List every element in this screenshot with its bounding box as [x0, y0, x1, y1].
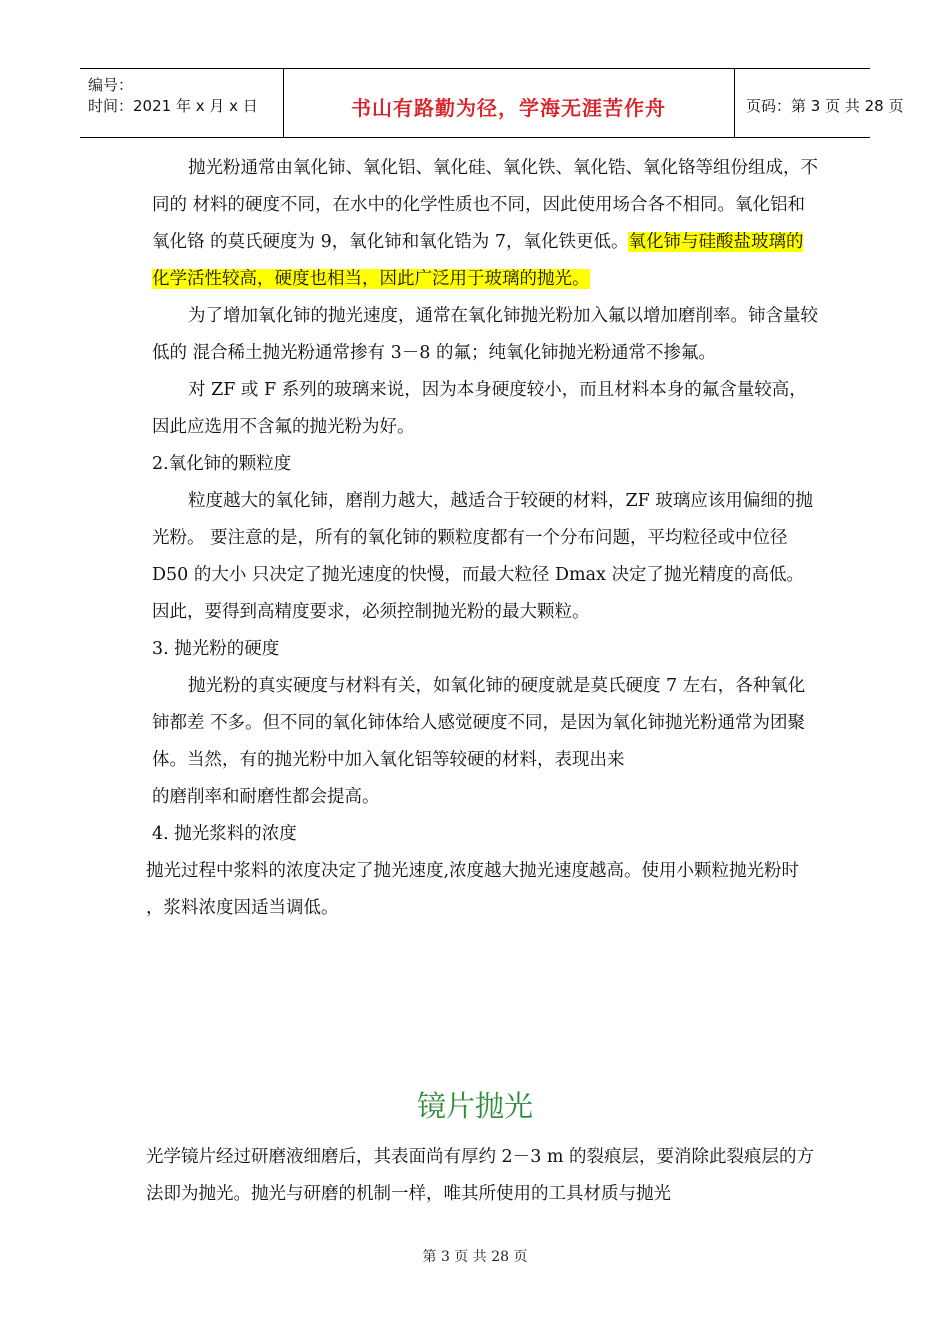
page-header: [80, 68, 904, 138]
paragraph-particle-size: 粒度越大的氧化铈，磨削力越大，越适合于较硬的材料，ZF 玻璃应该用偏细的抛光粉。 要注意的是，所有的氧化铈的颗粒度都有一个分布问题，平均粒径或中位径 D50 的大小 只决定了抛光速度的快慢，而最大粒径 Dmax 决定了抛光精度的高低。因此，要得到高精度要求，必须控制抛光粉的最大颗粒。: [152, 491, 813, 622]
page-footer: 第 3 页 共 28 页: [422, 1249, 528, 1265]
paragraph-text: 抛光粉通常由氧化铈、氧化铝、氧化硅、氧化铁、氧化锆、氧化铬等组份组成，不同的 材料的硬度不同，在水中的化学性质也不同，因此使用场合各不相同。氧化铝和氧化铬 的莫氏硬度为 9，氧化铈和氧化锆为 7，氧化铁更低。: [152, 158, 818, 252]
heading-hardness: 3. 抛光粉的硬度: [152, 639, 280, 659]
paragraph-lens-polishing: 光学镜片经过研磨液细磨后，其表面尚有厚约 2－3 m 的裂痕层，要消除此裂痕层的方法即为抛光。抛光与研磨的机制一样，唯其所使用的工具材质与抛光: [146, 1147, 815, 1204]
header-page-code: 页码：第 3 页 共 28 页: [746, 97, 904, 115]
document-body: [146, 150, 820, 927]
paragraph-slurry-concentration: 抛光过程中浆料的浓度决定了抛光速度,浓度越大抛光速度越高。使用小颗粒抛光粉时 ，浆料浓度因适当调低。: [146, 861, 800, 918]
paragraph-fluorine-addition: 为了增加氧化铈的抛光速度，通常在氧化铈抛光粉加入氟以增加磨削率。铈含量较低的 混合稀土抛光粉通常掺有 3－8 的氟；纯氧化铈抛光粉通常不掺氟。: [152, 306, 818, 363]
header-meta-cell: [80, 69, 284, 137]
highlighted-text: 氧化铈与硅酸盐玻璃的化学活性较高，硬度也相当，因此广泛用于玻璃的抛光。: [152, 232, 804, 289]
document-number-label: 编号：: [88, 76, 134, 94]
header-motto: 书山有路勤为径，学海无涯苦作舟: [351, 96, 666, 120]
header-page-cell: [734, 69, 904, 137]
paragraph-polishing-powder-composition: [152, 150, 820, 298]
paragraph-hardness: 抛光粉的真实硬度与材料有关，如氧化铈的硬度就是莫氏硬度 7 左右，各种氧化铈都差 不多。但不同的氧化铈体给人感觉硬度不同，是因为氧化铈抛光粉通常为团聚体。当然，有的抛光粉中加入氧化铝等较硬的材料，表现出来: [152, 676, 806, 770]
paragraph-hardness-continued: 的磨削率和耐磨性都会提高。: [152, 787, 380, 807]
section-body: [146, 1139, 816, 1213]
document-time-label: 时间：2021 年 x 月 x 日: [88, 97, 258, 115]
heading-slurry-concentration: 4. 抛光浆料的浓度: [152, 824, 297, 844]
section-title: 镜片抛光: [416, 1089, 533, 1123]
header-motto-cell: [283, 69, 735, 137]
paragraph-zf-glass: 对 ZF 或 F 系列的玻璃来说，因为本身硬度较小，而且材料本身的氟含量较高，因此应选用不含氟的抛光粉为好。: [152, 380, 807, 437]
heading-particle-size: 2.氧化铈的颗粒度: [152, 454, 292, 474]
